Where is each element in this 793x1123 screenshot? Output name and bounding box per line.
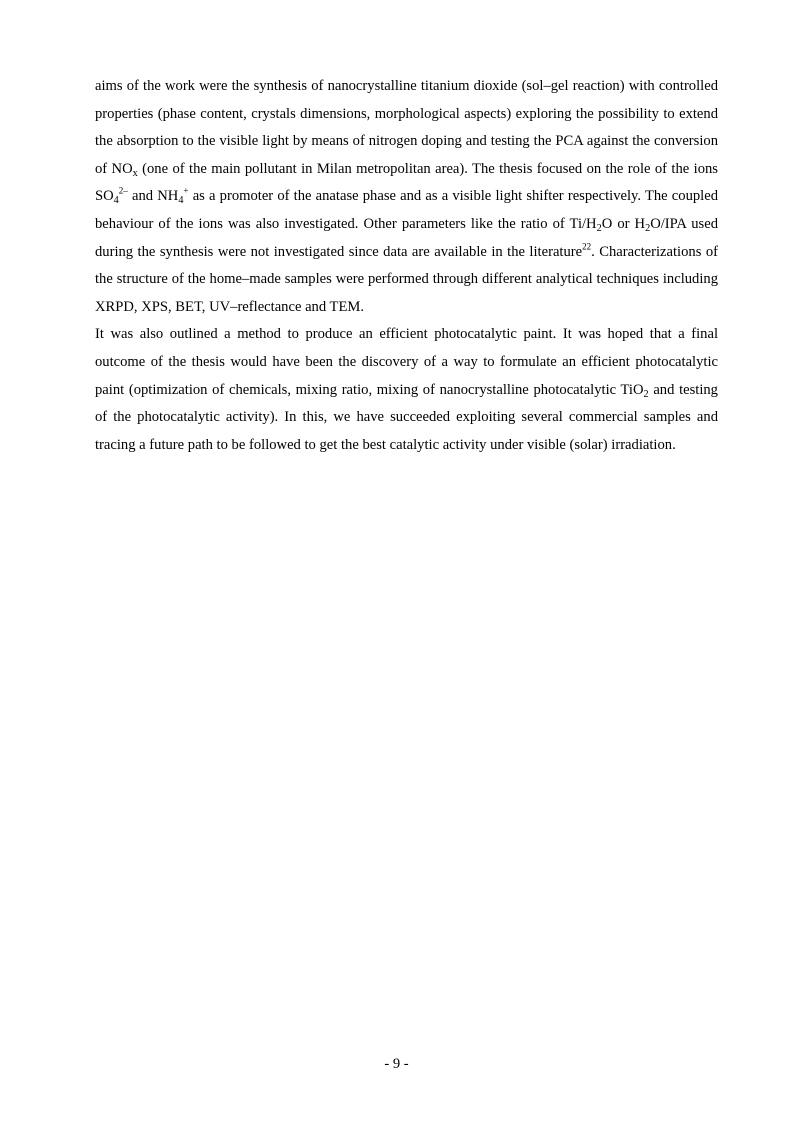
text-run: (one of the main pollutant in Milan metropolitan area). The thesis focused on the role of the ions SO	[95, 160, 718, 205]
paragraph	[95, 321, 718, 459]
text-run: It was also outlined a method to produce an efficient photocatalytic paint. It was hoped that a final outcome of the thesis would have been the discovery of a way to formulate an efficient photocatalytic paint (optimization of chemicals, mixing ratio, mixing of nanocrystalline photocatalytic TiO	[95, 326, 718, 398]
body-text	[95, 73, 718, 459]
page-number: - 9 -	[384, 1056, 409, 1072]
superscript: 22	[582, 241, 592, 252]
text-run: O/IPA used during the synthesis were not investigated since data are available in the literature	[95, 215, 718, 260]
subscript: 4	[178, 195, 184, 207]
paragraph	[95, 73, 718, 321]
text-run: and NH	[127, 188, 179, 205]
text-run: and testing of the photocatalytic activity). In this, we have succeeded exploiting several commercial samples and tracing a future path to be followed to get the best catalytic activity under visible (solar) irradiation.	[95, 381, 718, 453]
subscript: x	[132, 167, 138, 179]
text-run: aims of the work were the synthesis of nanocrystalline titanium dioxide (sol–gel reaction) with controlled properties (phase content, crystals dimensions, morphological aspects) exploring the possibility to extend the absorption to the visible light by means of nitrogen doping and testing the PCA against the conversion of NO	[95, 78, 718, 177]
subscript: 2	[643, 388, 649, 400]
subscript: 4	[113, 195, 119, 207]
superscript: 2–	[118, 185, 128, 196]
superscript: +	[183, 185, 189, 196]
text-run: as a promoter of the anatase phase and as a visible light shifter respectively. The coupled behaviour of the ions was also investigated. Other parameters like the ratio of Ti/H	[95, 188, 718, 232]
text-run: . Characterizations of the structure of the home–made samples were performed through different analytical techniques including XRPD, XPS, BET, UV–reflectance and TEM.	[95, 243, 718, 315]
text-run: O or H	[601, 215, 646, 232]
subscript: 2	[596, 222, 602, 234]
subscript: 2	[645, 222, 651, 234]
